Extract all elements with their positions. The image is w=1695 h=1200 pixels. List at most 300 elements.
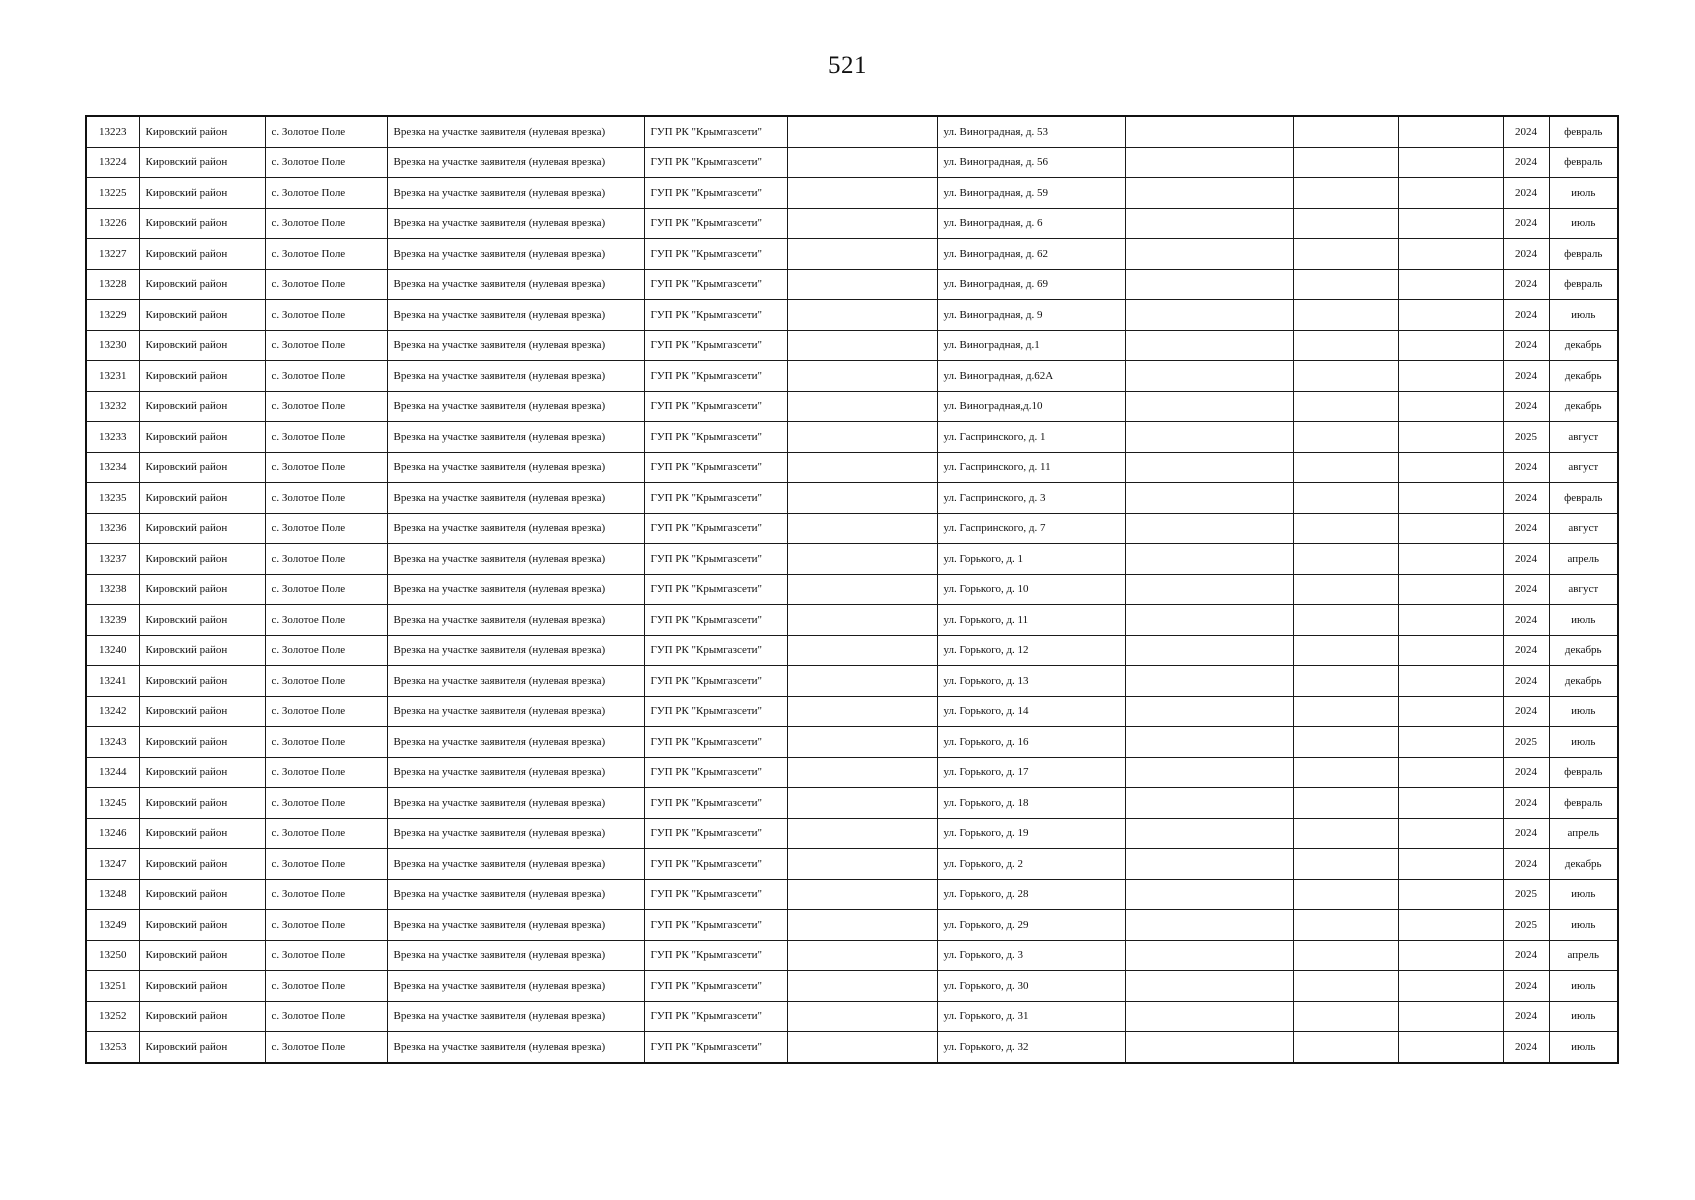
- cell-work-type: Врезка на участке заявителя (нулевая врезка): [387, 666, 644, 697]
- cell-village: с. Золотое Поле: [265, 300, 387, 331]
- cell-village: с. Золотое Поле: [265, 666, 387, 697]
- register-table: [85, 115, 1619, 1064]
- cell-empty: [787, 605, 937, 636]
- cell-empty: [1125, 1001, 1293, 1032]
- cell-village: с. Золотое Поле: [265, 788, 387, 819]
- cell-empty: [1125, 635, 1293, 666]
- cell-organization: ГУП РК "Крымгазсети": [644, 513, 787, 544]
- cell-number: 13234: [86, 452, 139, 483]
- cell-empty: [1398, 940, 1503, 971]
- cell-district: Кировский район: [139, 239, 265, 270]
- cell-work-type: Врезка на участке заявителя (нулевая врезка): [387, 208, 644, 239]
- cell-district: Кировский район: [139, 208, 265, 239]
- table-row: [86, 666, 1618, 697]
- table-row: [86, 239, 1618, 270]
- cell-empty: [787, 116, 937, 147]
- cell-district: Кировский район: [139, 574, 265, 605]
- cell-month: июль: [1549, 1001, 1618, 1032]
- cell-empty: [1398, 879, 1503, 910]
- cell-district: Кировский район: [139, 849, 265, 880]
- cell-empty: [1398, 635, 1503, 666]
- table-row: [86, 422, 1618, 453]
- cell-year: 2025: [1503, 879, 1549, 910]
- cell-organization: ГУП РК "Крымгазсети": [644, 1032, 787, 1063]
- cell-empty: [1293, 1032, 1398, 1063]
- table-row: [86, 605, 1618, 636]
- cell-empty: [1125, 513, 1293, 544]
- cell-empty: [787, 1032, 937, 1063]
- cell-month: февраль: [1549, 239, 1618, 270]
- cell-empty: [787, 696, 937, 727]
- cell-empty: [1398, 116, 1503, 147]
- table-row: [86, 300, 1618, 331]
- cell-village: с. Золотое Поле: [265, 1001, 387, 1032]
- cell-address: ул. Горького, д. 10: [937, 574, 1125, 605]
- cell-district: Кировский район: [139, 940, 265, 971]
- cell-number: 13236: [86, 513, 139, 544]
- cell-number: 13247: [86, 849, 139, 880]
- cell-village: с. Золотое Поле: [265, 849, 387, 880]
- cell-month: февраль: [1549, 788, 1618, 819]
- cell-number: 13229: [86, 300, 139, 331]
- cell-district: Кировский район: [139, 879, 265, 910]
- cell-empty: [787, 544, 937, 575]
- cell-number: 13225: [86, 178, 139, 209]
- cell-number: 13245: [86, 788, 139, 819]
- cell-address: ул. Горького, д. 16: [937, 727, 1125, 758]
- cell-empty: [1398, 300, 1503, 331]
- cell-village: с. Золотое Поле: [265, 544, 387, 575]
- cell-empty: [1293, 910, 1398, 941]
- cell-empty: [787, 818, 937, 849]
- cell-work-type: Врезка на участке заявителя (нулевая врезка): [387, 818, 644, 849]
- cell-organization: ГУП РК "Крымгазсети": [644, 147, 787, 178]
- cell-year: 2024: [1503, 574, 1549, 605]
- cell-empty: [787, 574, 937, 605]
- table-row: [86, 178, 1618, 209]
- cell-district: Кировский район: [139, 910, 265, 941]
- cell-empty: [1398, 178, 1503, 209]
- cell-empty: [787, 727, 937, 758]
- cell-empty: [1398, 544, 1503, 575]
- cell-village: с. Золотое Поле: [265, 757, 387, 788]
- cell-address: ул. Гаспринского, д. 11: [937, 452, 1125, 483]
- cell-empty: [1398, 574, 1503, 605]
- cell-month: декабрь: [1549, 666, 1618, 697]
- cell-month: июль: [1549, 727, 1618, 758]
- cell-empty: [787, 422, 937, 453]
- cell-work-type: Врезка на участке заявителя (нулевая врезка): [387, 940, 644, 971]
- cell-empty: [787, 666, 937, 697]
- cell-empty: [1125, 849, 1293, 880]
- table-row: [86, 361, 1618, 392]
- cell-month: февраль: [1549, 147, 1618, 178]
- table-row: [86, 788, 1618, 819]
- cell-year: 2024: [1503, 269, 1549, 300]
- cell-year: 2024: [1503, 1001, 1549, 1032]
- cell-district: Кировский район: [139, 971, 265, 1002]
- cell-empty: [1398, 971, 1503, 1002]
- cell-address: ул. Виноградная, д. 6: [937, 208, 1125, 239]
- cell-empty: [1293, 818, 1398, 849]
- page-number: 521: [828, 52, 867, 79]
- cell-empty: [787, 178, 937, 209]
- cell-empty: [1125, 940, 1293, 971]
- cell-empty: [1125, 239, 1293, 270]
- cell-village: с. Золотое Поле: [265, 605, 387, 636]
- cell-address: ул. Виноградная, д.1: [937, 330, 1125, 361]
- cell-address: ул. Виноградная, д. 56: [937, 147, 1125, 178]
- cell-month: февраль: [1549, 757, 1618, 788]
- cell-month: июль: [1549, 1032, 1618, 1063]
- cell-number: 13252: [86, 1001, 139, 1032]
- cell-district: Кировский район: [139, 513, 265, 544]
- cell-address: ул. Горького, д. 12: [937, 635, 1125, 666]
- cell-year: 2024: [1503, 757, 1549, 788]
- cell-organization: ГУП РК "Крымгазсети": [644, 391, 787, 422]
- cell-village: с. Золотое Поле: [265, 452, 387, 483]
- cell-year: 2024: [1503, 300, 1549, 331]
- cell-empty: [1293, 178, 1398, 209]
- cell-district: Кировский район: [139, 696, 265, 727]
- cell-empty: [1293, 940, 1398, 971]
- cell-empty: [1125, 788, 1293, 819]
- cell-empty: [787, 1001, 937, 1032]
- cell-empty: [1125, 391, 1293, 422]
- cell-empty: [787, 910, 937, 941]
- cell-organization: ГУП РК "Крымгазсети": [644, 483, 787, 514]
- cell-number: 13231: [86, 361, 139, 392]
- cell-empty: [1293, 696, 1398, 727]
- cell-address: ул. Горького, д. 14: [937, 696, 1125, 727]
- cell-empty: [787, 971, 937, 1002]
- cell-month: февраль: [1549, 483, 1618, 514]
- cell-empty: [1125, 574, 1293, 605]
- cell-number: 13244: [86, 757, 139, 788]
- cell-empty: [1398, 330, 1503, 361]
- cell-year: 2024: [1503, 666, 1549, 697]
- cell-empty: [787, 940, 937, 971]
- cell-number: 13230: [86, 330, 139, 361]
- cell-work-type: Врезка на участке заявителя (нулевая врезка): [387, 605, 644, 636]
- cell-month: декабрь: [1549, 635, 1618, 666]
- cell-number: 13235: [86, 483, 139, 514]
- cell-year: 2024: [1503, 605, 1549, 636]
- cell-empty: [787, 849, 937, 880]
- cell-number: 13238: [86, 574, 139, 605]
- cell-year: 2024: [1503, 361, 1549, 392]
- cell-month: июль: [1549, 178, 1618, 209]
- cell-number: 13242: [86, 696, 139, 727]
- cell-district: Кировский район: [139, 1032, 265, 1063]
- cell-year: 2024: [1503, 971, 1549, 1002]
- cell-village: с. Золотое Поле: [265, 727, 387, 758]
- cell-number: 13243: [86, 727, 139, 758]
- cell-month: апрель: [1549, 544, 1618, 575]
- cell-month: июль: [1549, 208, 1618, 239]
- cell-organization: ГУП РК "Крымгазсети": [644, 666, 787, 697]
- table-row: [86, 696, 1618, 727]
- cell-work-type: Врезка на участке заявителя (нулевая врезка): [387, 178, 644, 209]
- cell-address: ул. Горького, д. 30: [937, 971, 1125, 1002]
- cell-year: 2024: [1503, 178, 1549, 209]
- table-row: [86, 1032, 1618, 1063]
- cell-work-type: Врезка на участке заявителя (нулевая врезка): [387, 849, 644, 880]
- cell-empty: [1293, 269, 1398, 300]
- table-row: [86, 818, 1618, 849]
- cell-year: 2025: [1503, 422, 1549, 453]
- cell-work-type: Врезка на участке заявителя (нулевая врезка): [387, 727, 644, 758]
- cell-empty: [1125, 879, 1293, 910]
- cell-empty: [787, 391, 937, 422]
- table-row: [86, 483, 1618, 514]
- table-row: [86, 910, 1618, 941]
- register-body: [86, 116, 1618, 1063]
- cell-month: июль: [1549, 879, 1618, 910]
- cell-district: Кировский район: [139, 727, 265, 758]
- table-row: [86, 635, 1618, 666]
- cell-organization: ГУП РК "Крымгазсети": [644, 1001, 787, 1032]
- cell-organization: ГУП РК "Крымгазсети": [644, 971, 787, 1002]
- cell-empty: [1293, 330, 1398, 361]
- cell-district: Кировский район: [139, 757, 265, 788]
- table-row: [86, 269, 1618, 300]
- table-row: [86, 1001, 1618, 1032]
- table-row: [86, 727, 1618, 758]
- cell-address: ул. Гаспринского, д. 1: [937, 422, 1125, 453]
- cell-number: 13246: [86, 818, 139, 849]
- cell-empty: [1293, 208, 1398, 239]
- cell-organization: ГУП РК "Крымгазсети": [644, 208, 787, 239]
- cell-empty: [1293, 483, 1398, 514]
- cell-empty: [787, 361, 937, 392]
- cell-empty: [787, 239, 937, 270]
- cell-year: 2024: [1503, 391, 1549, 422]
- cell-empty: [1398, 147, 1503, 178]
- cell-empty: [1293, 849, 1398, 880]
- cell-empty: [1125, 452, 1293, 483]
- cell-empty: [1398, 452, 1503, 483]
- cell-empty: [1398, 666, 1503, 697]
- cell-empty: [1125, 116, 1293, 147]
- cell-district: Кировский район: [139, 544, 265, 575]
- cell-organization: ГУП РК "Крымгазсети": [644, 727, 787, 758]
- cell-work-type: Врезка на участке заявителя (нулевая врезка): [387, 544, 644, 575]
- cell-number: 13227: [86, 239, 139, 270]
- cell-village: с. Золотое Поле: [265, 574, 387, 605]
- cell-year: 2024: [1503, 696, 1549, 727]
- cell-work-type: Врезка на участке заявителя (нулевая врезка): [387, 269, 644, 300]
- cell-district: Кировский район: [139, 635, 265, 666]
- cell-village: с. Золотое Поле: [265, 330, 387, 361]
- cell-month: апрель: [1549, 940, 1618, 971]
- cell-empty: [1293, 147, 1398, 178]
- cell-district: Кировский район: [139, 605, 265, 636]
- cell-address: ул. Виноградная, д. 69: [937, 269, 1125, 300]
- cell-work-type: Врезка на участке заявителя (нулевая врезка): [387, 513, 644, 544]
- cell-work-type: Врезка на участке заявителя (нулевая врезка): [387, 696, 644, 727]
- cell-village: с. Золотое Поле: [265, 147, 387, 178]
- cell-number: 13233: [86, 422, 139, 453]
- cell-empty: [1125, 269, 1293, 300]
- cell-number: 13226: [86, 208, 139, 239]
- cell-address: ул. Горького, д. 18: [937, 788, 1125, 819]
- cell-organization: ГУП РК "Крымгазсети": [644, 757, 787, 788]
- cell-empty: [787, 147, 937, 178]
- cell-empty: [1293, 971, 1398, 1002]
- cell-address: ул. Горького, д. 19: [937, 818, 1125, 849]
- cell-empty: [787, 300, 937, 331]
- cell-work-type: Врезка на участке заявителя (нулевая врезка): [387, 879, 644, 910]
- cell-empty: [1125, 727, 1293, 758]
- cell-empty: [1293, 605, 1398, 636]
- cell-address: ул. Гаспринского, д. 3: [937, 483, 1125, 514]
- cell-district: Кировский район: [139, 391, 265, 422]
- cell-address: ул. Горького, д. 31: [937, 1001, 1125, 1032]
- cell-empty: [1125, 300, 1293, 331]
- cell-empty: [1125, 483, 1293, 514]
- cell-district: Кировский район: [139, 361, 265, 392]
- cell-organization: ГУП РК "Крымгазсети": [644, 269, 787, 300]
- cell-district: Кировский район: [139, 483, 265, 514]
- cell-empty: [1398, 910, 1503, 941]
- cell-year: 2024: [1503, 544, 1549, 575]
- cell-work-type: Врезка на участке заявителя (нулевая врезка): [387, 971, 644, 1002]
- cell-year: 2024: [1503, 116, 1549, 147]
- cell-empty: [1293, 788, 1398, 819]
- cell-work-type: Врезка на участке заявителя (нулевая врезка): [387, 147, 644, 178]
- cell-address: ул. Виноградная, д. 62: [937, 239, 1125, 270]
- cell-month: декабрь: [1549, 391, 1618, 422]
- cell-village: с. Золотое Поле: [265, 513, 387, 544]
- cell-empty: [1293, 574, 1398, 605]
- table-row: [86, 971, 1618, 1002]
- cell-month: июль: [1549, 696, 1618, 727]
- cell-work-type: Врезка на участке заявителя (нулевая врезка): [387, 483, 644, 514]
- cell-empty: [1398, 727, 1503, 758]
- cell-empty: [787, 879, 937, 910]
- cell-address: ул. Горького, д. 1: [937, 544, 1125, 575]
- cell-organization: ГУП РК "Крымгазсети": [644, 239, 787, 270]
- cell-month: июль: [1549, 605, 1618, 636]
- table-row: [86, 208, 1618, 239]
- cell-empty: [1293, 635, 1398, 666]
- cell-empty: [1398, 1001, 1503, 1032]
- cell-empty: [1125, 178, 1293, 209]
- cell-organization: ГУП РК "Крымгазсети": [644, 574, 787, 605]
- cell-organization: ГУП РК "Крымгазсети": [644, 116, 787, 147]
- cell-work-type: Врезка на участке заявителя (нулевая врезка): [387, 361, 644, 392]
- cell-work-type: Врезка на участке заявителя (нулевая врезка): [387, 788, 644, 819]
- cell-number: 13239: [86, 605, 139, 636]
- cell-empty: [1398, 208, 1503, 239]
- cell-empty: [1293, 391, 1398, 422]
- cell-district: Кировский район: [139, 147, 265, 178]
- cell-empty: [1125, 971, 1293, 1002]
- cell-village: с. Золотое Поле: [265, 239, 387, 270]
- cell-district: Кировский район: [139, 452, 265, 483]
- cell-organization: ГУП РК "Крымгазсети": [644, 635, 787, 666]
- cell-village: с. Золотое Поле: [265, 483, 387, 514]
- cell-empty: [1398, 361, 1503, 392]
- cell-year: 2024: [1503, 208, 1549, 239]
- table-row: [86, 574, 1618, 605]
- cell-empty: [787, 330, 937, 361]
- cell-month: август: [1549, 452, 1618, 483]
- cell-organization: ГУП РК "Крымгазсети": [644, 605, 787, 636]
- cell-empty: [1293, 879, 1398, 910]
- cell-organization: ГУП РК "Крымгазсети": [644, 452, 787, 483]
- cell-village: с. Золотое Поле: [265, 696, 387, 727]
- table-row: [86, 391, 1618, 422]
- table-row: [86, 544, 1618, 575]
- cell-district: Кировский район: [139, 818, 265, 849]
- cell-address: ул. Гаспринского, д. 7: [937, 513, 1125, 544]
- cell-address: ул. Виноградная, д. 9: [937, 300, 1125, 331]
- cell-village: с. Золотое Поле: [265, 1032, 387, 1063]
- cell-empty: [1125, 696, 1293, 727]
- table-row: [86, 513, 1618, 544]
- cell-village: с. Золотое Поле: [265, 879, 387, 910]
- table-row: [86, 116, 1618, 147]
- cell-month: август: [1549, 574, 1618, 605]
- cell-number: 13253: [86, 1032, 139, 1063]
- cell-organization: ГУП РК "Крымгазсети": [644, 818, 787, 849]
- cell-empty: [1293, 116, 1398, 147]
- cell-district: Кировский район: [139, 788, 265, 819]
- cell-empty: [1398, 513, 1503, 544]
- cell-year: 2024: [1503, 147, 1549, 178]
- cell-empty: [787, 483, 937, 514]
- cell-village: с. Золотое Поле: [265, 269, 387, 300]
- cell-empty: [1125, 422, 1293, 453]
- cell-year: 2024: [1503, 483, 1549, 514]
- cell-empty: [1293, 1001, 1398, 1032]
- cell-district: Кировский район: [139, 422, 265, 453]
- cell-empty: [787, 635, 937, 666]
- cell-organization: ГУП РК "Крымгазсети": [644, 879, 787, 910]
- cell-number: 13241: [86, 666, 139, 697]
- cell-year: 2025: [1503, 727, 1549, 758]
- cell-organization: ГУП РК "Крымгазсети": [644, 696, 787, 727]
- cell-district: Кировский район: [139, 116, 265, 147]
- cell-year: 2024: [1503, 940, 1549, 971]
- table-row: [86, 757, 1618, 788]
- cell-number: 13237: [86, 544, 139, 575]
- cell-village: с. Золотое Поле: [265, 818, 387, 849]
- cell-empty: [1125, 605, 1293, 636]
- cell-work-type: Врезка на участке заявителя (нулевая врезка): [387, 1001, 644, 1032]
- cell-address: ул. Горького, д. 32: [937, 1032, 1125, 1063]
- cell-organization: ГУП РК "Крымгазсети": [644, 361, 787, 392]
- cell-address: ул. Горького, д. 13: [937, 666, 1125, 697]
- cell-month: декабрь: [1549, 849, 1618, 880]
- cell-year: 2024: [1503, 1032, 1549, 1063]
- cell-village: с. Золотое Поле: [265, 910, 387, 941]
- cell-address: ул. Горького, д. 28: [937, 879, 1125, 910]
- cell-year: 2024: [1503, 849, 1549, 880]
- cell-empty: [1293, 422, 1398, 453]
- cell-work-type: Врезка на участке заявителя (нулевая врезка): [387, 1032, 644, 1063]
- cell-work-type: Врезка на участке заявителя (нулевая врезка): [387, 757, 644, 788]
- cell-empty: [1125, 818, 1293, 849]
- table-row: [86, 452, 1618, 483]
- table-row: [86, 879, 1618, 910]
- cell-district: Кировский район: [139, 178, 265, 209]
- cell-month: июль: [1549, 971, 1618, 1002]
- cell-number: 13228: [86, 269, 139, 300]
- cell-organization: ГУП РК "Крымгазсети": [644, 544, 787, 575]
